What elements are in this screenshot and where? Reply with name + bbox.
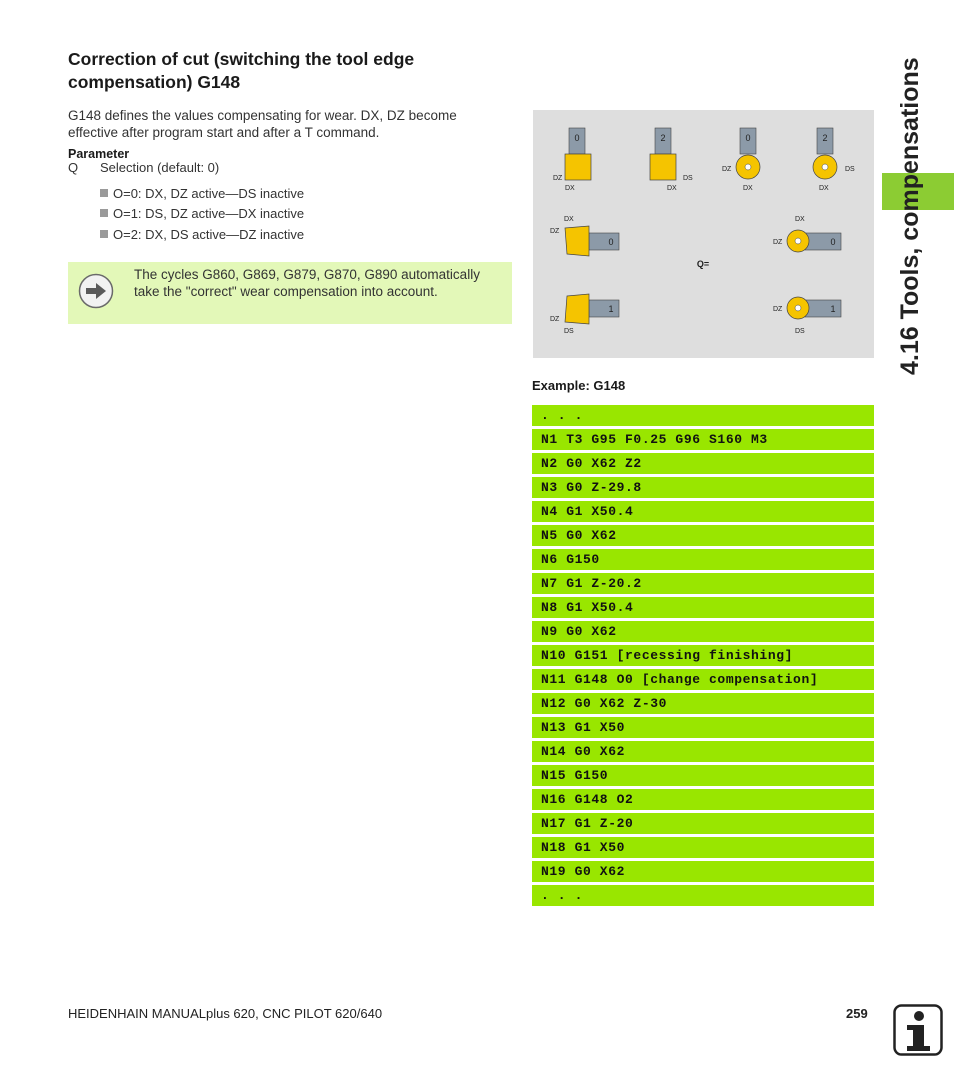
code-line: N6 G150 <box>532 549 874 570</box>
bullet-square-icon <box>100 230 108 238</box>
q-label: Q= <box>696 259 710 269</box>
code-line: N8 G1 X50.4 <box>532 597 874 618</box>
code-line: N16 G148 O2 <box>532 789 874 810</box>
dz-label: DZ <box>773 239 783 246</box>
info-icon <box>893 1004 943 1056</box>
option-text: O=1: DS, DZ active—DX inactive <box>113 206 305 221</box>
code-line: . . . <box>532 885 874 906</box>
ds-label: DS <box>683 175 693 182</box>
bullet-square-icon <box>100 209 108 217</box>
digit-label: 2 <box>822 133 828 143</box>
code-line: N2 G0 X62 Z2 <box>532 453 874 474</box>
code-line: N10 G151 [recessing finishing] <box>532 645 874 666</box>
digit-label: 2 <box>660 133 666 143</box>
ds-label: DS <box>795 328 805 335</box>
example-label: Example: G148 <box>532 378 626 393</box>
code-line: N19 G0 X62 <box>532 861 874 882</box>
code-line: N11 G148 O0 [change compensation] <box>532 669 874 690</box>
option-item <box>100 186 304 201</box>
dx-label: DX <box>743 185 753 192</box>
code-listing <box>532 405 874 909</box>
code-line: N14 G0 X62 <box>532 741 874 762</box>
dz-label: DZ <box>722 166 732 173</box>
dx-label: DX <box>667 185 677 192</box>
digit-label: 1 <box>830 304 836 314</box>
digit-label: 1 <box>608 304 614 314</box>
code-line: N1 T3 G95 F0.25 G96 S160 M3 <box>532 429 874 450</box>
code-line: N17 G1 Z-20 <box>532 813 874 834</box>
digit-label: 0 <box>608 237 614 247</box>
code-line: N7 G1 Z-20.2 <box>532 573 874 594</box>
note-box <box>68 262 512 324</box>
dz-label: DZ <box>553 175 563 182</box>
ds-label: DS <box>564 328 574 335</box>
page-number: 259 <box>846 1006 868 1021</box>
bullet-square-icon <box>100 189 108 197</box>
code-line: N5 G0 X62 <box>532 525 874 546</box>
dx-label: DX <box>819 185 829 192</box>
arrow-right-icon <box>78 273 114 309</box>
chapter-title-text: 4.16 Tools, compensations <box>896 57 924 375</box>
code-line: . . . <box>532 405 874 426</box>
digit-label: 0 <box>745 133 751 143</box>
code-line: N4 G1 X50.4 <box>532 501 874 522</box>
note-text: The cycles G860, G869, G879, G870, G890 automatically take the "correct" wear compensation into account. <box>134 267 480 299</box>
option-text: O=0: DX, DZ active—DS inactive <box>113 186 305 201</box>
option-text: O=2: DX, DS active—DZ inactive <box>113 227 305 242</box>
dz-label: DZ <box>550 228 560 235</box>
code-line: N3 G0 Z-29.8 <box>532 477 874 498</box>
option-item <box>100 206 304 221</box>
code-line: N15 G150 <box>532 765 874 786</box>
dx-label: DX <box>564 216 574 223</box>
code-line: N13 G1 X50 <box>532 717 874 738</box>
parameter-heading: Parameter <box>68 147 130 161</box>
dx-label: DX <box>565 185 575 192</box>
digit-label: 0 <box>574 133 580 143</box>
compensation-diagram <box>533 110 874 358</box>
option-item <box>100 227 304 242</box>
footer-manual-title: HEIDENHAIN MANUALplus 620, CNC PILOT 620/640 <box>68 1006 383 1021</box>
code-line: N18 G1 X50 <box>532 837 874 858</box>
dx-label: DX <box>795 216 805 223</box>
code-line: N9 G0 X62 <box>532 621 874 642</box>
section-title: Correction of cut (switching the tool edge compensation) G148 <box>68 49 415 92</box>
ds-label: DS <box>845 166 855 173</box>
dz-label: DZ <box>550 316 560 323</box>
chapter-side-title <box>896 57 924 376</box>
intro-text: G148 defines the values compensating for wear. DX, DZ become effective after program start and after a T command. <box>68 108 457 140</box>
code-line: N12 G0 X62 Z-30 <box>532 693 874 714</box>
parameter-description: Selection (default: 0) <box>100 160 220 175</box>
digit-label: 0 <box>830 237 836 247</box>
dz-label: DZ <box>773 306 783 313</box>
parameter-name: Q <box>68 160 79 175</box>
